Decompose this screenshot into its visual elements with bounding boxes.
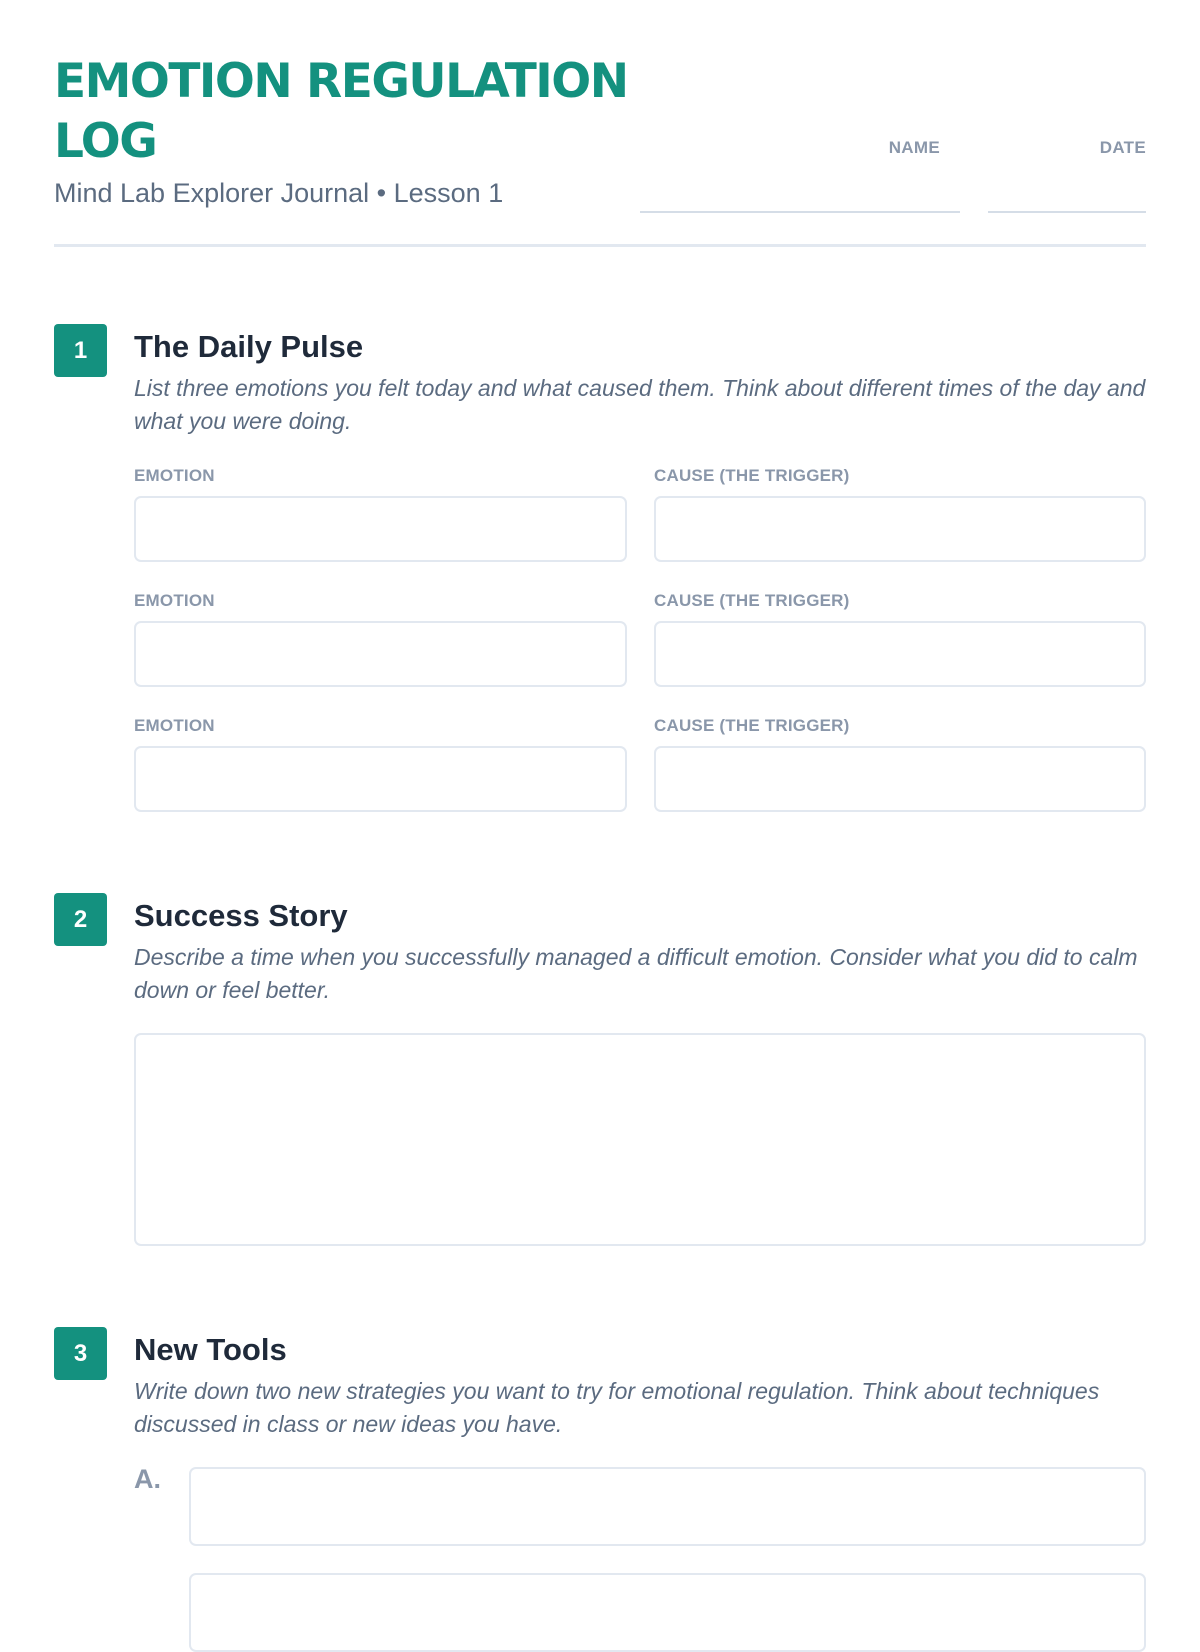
tool-a-label: A. [134,1464,161,1494]
section-title: The Daily Pulse [134,329,364,364]
cause-field-3[interactable] [654,746,1146,812]
emotion-label: EMOTION [134,716,215,735]
date-label: DATE [1099,138,1146,157]
emotion-field-3[interactable] [134,746,627,812]
emotion-field-1[interactable] [134,496,627,562]
cause-label: CAUSE (THE TRIGGER) [654,591,850,610]
section-description: Describe a time when you successfully managed a difficult emotion. Consider what you did to calm down or feel better. [134,944,1138,1003]
section-title: Success Story [134,898,348,933]
cause-field-2[interactable] [654,621,1146,687]
section-new-tools [54,1327,1146,1600]
emotion-label: EMOTION [134,466,215,485]
worksheet-header [54,0,1146,247]
cause-label: CAUSE (THE TRIGGER) [654,716,850,735]
page-subtitle: Mind Lab Explorer Journal • Lesson 1 [54,178,504,208]
page-title: EMOTION REGULATION LOG [54,54,628,169]
emotion-label: EMOTION [134,591,215,610]
section-number-badge: 1 [54,324,107,377]
section-description: List three emotions you felt today and what caused them. Think about different times of the day and what you were doing. [134,375,1146,434]
section-title: New Tools [134,1332,287,1367]
emotion-field-2[interactable] [134,621,627,687]
tool-b-field[interactable] [189,1573,1146,1652]
section-number-badge: 3 [54,1327,107,1380]
tool-a-field[interactable] [189,1467,1146,1546]
section-description: Write down two new strategies you want to try for emotional regulation. Think about techniques discussed in class or new ideas you have. [134,1378,1100,1437]
name-label: NAME [888,138,940,157]
worksheet-page [54,0,1146,1494]
name-field[interactable] [640,211,960,213]
date-field[interactable] [988,211,1146,213]
cause-label: CAUSE (THE TRIGGER) [654,466,850,485]
section-success-story [54,893,1146,1245]
section-daily-pulse [54,324,1146,814]
section-number-badge: 2 [54,893,107,946]
success-story-textarea[interactable] [134,1033,1146,1246]
cause-field-1[interactable] [654,496,1146,562]
